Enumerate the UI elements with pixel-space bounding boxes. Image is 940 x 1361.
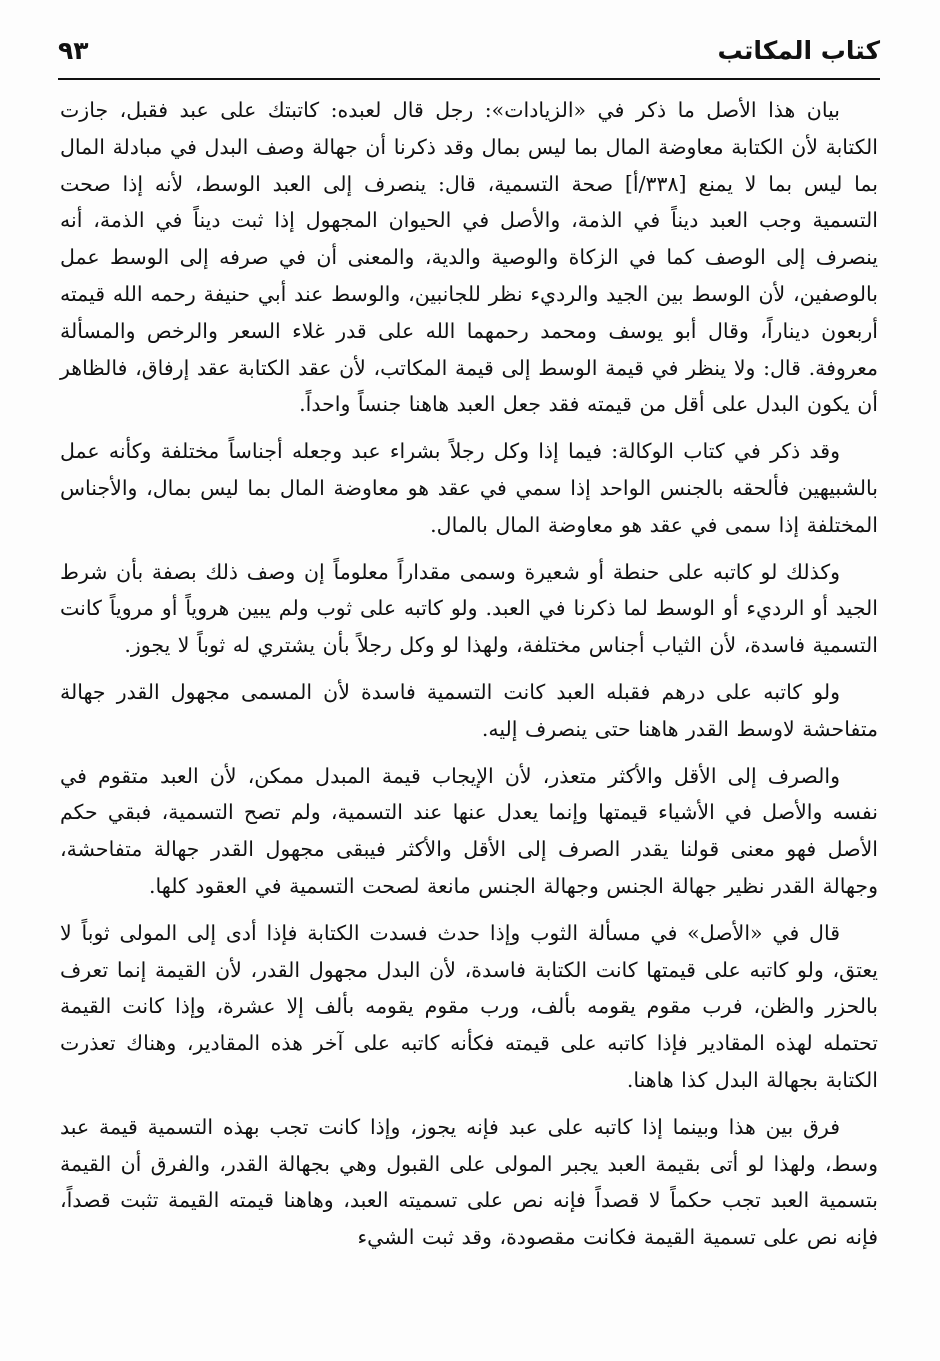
paragraph-2: وقد ذكر في كتاب الوكالة: فيما إذا وكل رجلاً بشراء عبد وجعله أجناساً مختلفة وكأنه عمل بالشبيهين فألحقه بالجنس الواحد إذا سمي في عقد هو معاوضة المال بما ليس بمال، والأجناس المختلفة إذا سمى في عقد هو معاوضة المال بالمال. bbox=[60, 439, 878, 537]
body-text bbox=[60, 92, 878, 1266]
page-number: ٩٣ bbox=[58, 36, 89, 65]
header-divider bbox=[58, 78, 880, 80]
paragraph-6: قال في «الأصل» في مسألة الثوب وإذا حدث فسدت الكتابة فإذا أدى إلى المولى ثوباً لا يعتق، ولو كاتبه على قيمتها كانت الكتابة فاسدة، لأن البدل مجهول القدر، لأن القيمة إنما تعرف بالحزر والظن، فرب مقوم يقومه بألف، ورب مقوم يقومه بألف إلا عشرة، وإذا كانت القيمة تحتمله لهذه المقادير فإذا كاتبه على قيمته فكأنه كاتبه على آخر هذه المقادير، وهناك تعذرت الكتابة بجهالة البدل كذا هاهنا. bbox=[60, 920, 879, 1092]
paragraph-5: والصرف إلى الأقل والأكثر متعذر، لأن الإيجاب قيمة المبدل ممكن، لأن العبد متقوم في نفسه والأصل في الأشياء قيمتها وإنما يعدل عنها عند التسمية، ولم تصح التسمية، فبقي حكم الأصل فهو معنى قولنا يقدر الصرف إلى الأقل والأكثر فيبقى مجهول القدر جهالة متفاحشة، وجهالة القدر نظير جهالة الجنس وجهالة الجنس مانعة لصحت التسمية في العقود كلها. bbox=[60, 763, 878, 898]
chapter-title: كتاب المكاتب bbox=[717, 36, 880, 65]
paragraph-1: بيان هذا الأصل ما ذكر في «الزيادات»: رجل قال لعبده: كاتبتك على عبد فقبل، جازت الكتابة لأن الكتابة معاوضة المال بما ليس بمال وقد ذكرنا أن جهالة وصف البدل في مبادلة المال بما ليس بما لا يمنع [٣٣٨/أ] صحة التسمية، قال: ينصرف إلى العبد الوسط، لأنه إذا صحت التسمية وجب العبد ديناً في الذمة، والأصل في الحيوان المجهول إذا ثبت ديناً في الذمة، أنه ينصرف إلى الوصف كما في الزكاة والوصية والدية، والمعنى أن في صرفه إلى الوسط عمل بالوصفين، لأن الوسط بين الجيد والرديء نظر للجانبين، والوسط عند أبي حنيفة رحمه الله قيمته أربعون ديناراً، وقال أبو يوسف ومحمد رحمهما الله على قدر غلاء السعر والرخص والمسألة معروفة. قال: ولا ينظر في قيمة الوسط إلى قيمة المكاتب، لأن عقد الكتابة عقد إرفاق، فالظاهر أن يكون البدل على أقل من قيمته فقد جعل العبد هاهنا جنساً واحداً. bbox=[60, 98, 878, 417]
paragraph-4: ولو كاتبه على درهم فقبله العبد كانت التسمية فاسدة لأن المسمى مجهول القدر جهالة متفاحشة لاوسط القدر هاهنا حتى ينصرف إليه. bbox=[60, 679, 878, 741]
paragraph-7: فرق بين هذا وبينما إذا كاتبه على عبد فإنه يجوز، وإذا كانت تجب بهذه التسمية قيمة عبد وسط، ولهذا لو أتى بقيمة العبد يجبر المولى على القبول وهي بجهالة القدر، والفرق أن القيمة بتسمية العبد تجب حكماً لا قصداً فإنه نص على تسميته العبد، وهاهنا قيمته القيمة تثبت قصداً، فإنه نص على تسمية القيمة فكانت مقصودة، وقد ثبت الشيء bbox=[60, 1114, 878, 1250]
paragraph-3: وكذلك لو كاتبه على حنطة أو شعيرة وسمى مقداراً معلوماً إن وصف ذلك بصفة بأن شرط الجيد أو الرديء أو الوسط لما ذكرنا في العبد. ولو كاتبه على ثوب ولم يبين هروياً أو مروياً كانت التسمية فاسدة، لأن الثياب أجناس مختلفة، ولهذا لو وكل رجلاً بأن يشتري له ثوباً لا يجوز. bbox=[60, 559, 878, 658]
page-header bbox=[58, 30, 880, 76]
